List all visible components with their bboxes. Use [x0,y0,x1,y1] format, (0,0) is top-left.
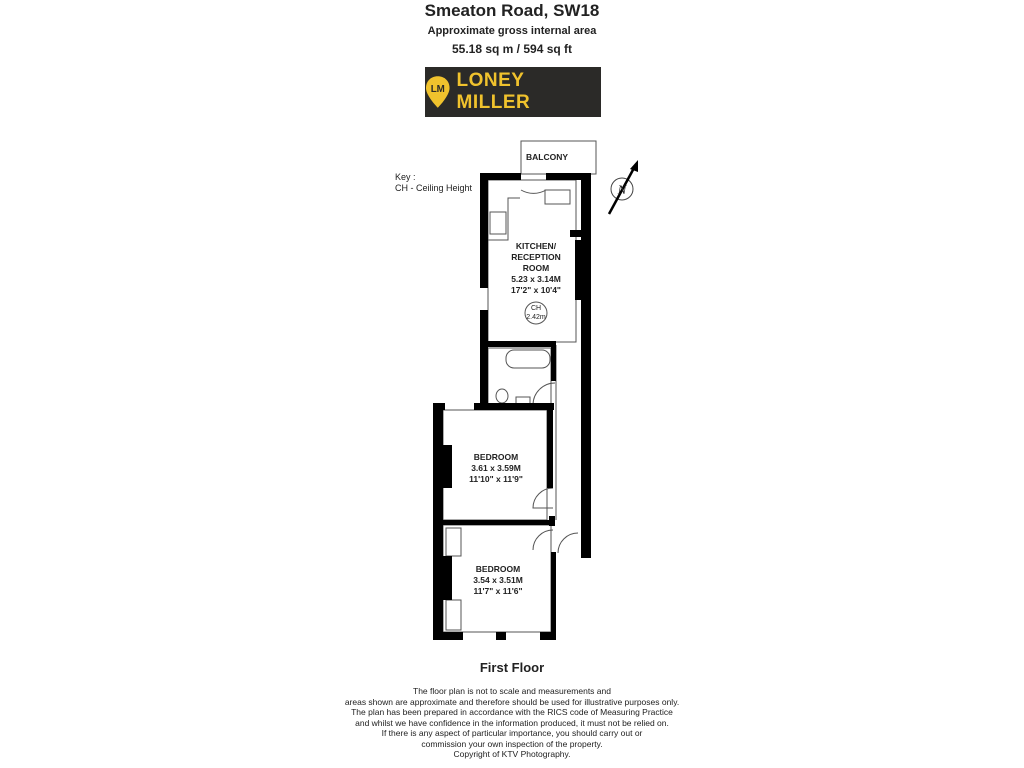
cupboard [446,528,461,556]
room-imperial: 11'7" x 11'6" [473,586,523,596]
bedroom2-label [458,564,538,597]
disclaimer-line: The plan has been prepared in accordance with the RICS code of Measuring Practice [351,707,673,717]
logo-text: LONEY MILLER [456,70,531,113]
disclaimer-line: If there is any aspect of particular importance, you should carry out or [381,728,643,738]
disclaimer-line: and whilst we have confidence in the information produced, it must not be relied on. [355,717,669,728]
door-bedroom2 [533,530,553,550]
gross-area: 55.18 sq m / 594 sq ft [451,42,573,56]
key-item: CH - Ceiling Height [395,183,473,193]
room-metric: 5.23 x 3.14M [511,274,561,284]
room-name: BEDROOM [473,452,519,462]
balcony-label: BALCONY [525,152,569,162]
ceiling-height-label [516,304,556,322]
floor-label: First Floor [479,660,545,675]
kitchen-reception-label [496,241,576,296]
room-metric: 3.54 x 3.51M [473,575,523,585]
room-name: ROOM [522,263,550,273]
svg-text:LM: LM [430,84,445,95]
bath-icon [506,350,550,368]
north-compass-icon [609,160,638,214]
door-bedroom1 [533,488,553,508]
room-imperial: 11'10" x 11'9" [469,474,523,484]
room-metric: 3.61 x 3.59M [471,463,521,473]
disclaimer-line: commission your own inspection of the property. [421,738,603,749]
room-imperial: 17'2" x 10'4" [511,285,561,295]
ch-value: 2.42m [526,314,546,321]
area-subtitle: Approximate gross internal area [427,25,597,37]
room-name: BEDROOM [475,564,521,574]
room-name: RECEPTION [511,252,561,262]
property-title: Smeaton Road, SW18 [424,1,600,20]
svg-text:N: N [617,182,627,197]
toilet-icon [496,389,508,403]
door-bathroom [533,383,555,405]
ch-label: CH [530,305,542,312]
hob-icon [490,212,506,234]
sink-icon [545,190,570,204]
disclaimer-line: Copyright of KTV Photography. [453,749,571,759]
door-entrance [558,533,578,553]
disclaimer-line: The floor plan is not to scale and measurements and [413,686,611,696]
bedroom1-label [456,452,536,485]
cupboard [446,600,461,630]
room-name: KITCHEN/ [515,241,557,251]
door-balcony [521,190,546,193]
disclaimer-line: areas shown are approximate and therefore should be used for illustrative purposes only. [344,696,680,707]
key-title: Key : [395,172,416,182]
disclaimer [0,686,1024,760]
